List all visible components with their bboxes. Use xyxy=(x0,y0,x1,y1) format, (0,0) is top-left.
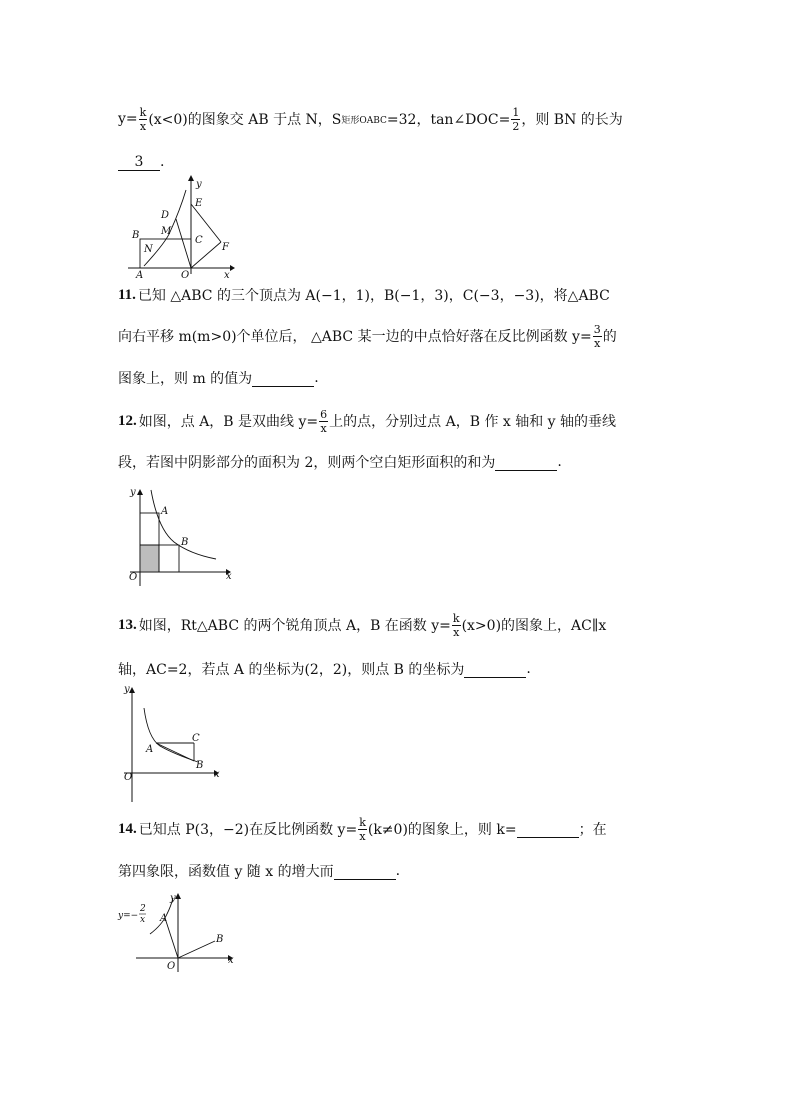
q13-label-B: B xyxy=(196,760,204,771)
q10-label-F: F xyxy=(222,242,229,253)
q12-label-x: x xyxy=(226,571,232,582)
q14-figure xyxy=(118,892,238,977)
question-number-12: 12. xyxy=(118,412,137,429)
fraction-one-half: $\frac{1}{2}$ xyxy=(512,105,520,133)
q13-answer-blank[interactable] xyxy=(464,661,526,678)
fraction-k-over-x: $\frac{k}{x}$ xyxy=(452,611,460,639)
q10-answer: 3 xyxy=(118,154,160,171)
q14-equation-num: 2 xyxy=(140,904,146,914)
q11-answer-blank[interactable] xyxy=(252,370,314,387)
q14-label-O: O xyxy=(167,961,176,972)
q13-label-x: x xyxy=(214,769,220,780)
q14-equation-y: y=− xyxy=(118,911,139,921)
q10-label-N: N xyxy=(144,244,153,255)
q10-label-y: y xyxy=(196,179,202,190)
q10-label-E: E xyxy=(195,198,203,209)
q11-line-2: 向右平移 m(m>0)个单位后， △ABC 某一边的中点恰好落在反比例函数 y= $\frac{3}{x}$ 的 xyxy=(118,322,617,350)
q12-label-B: B xyxy=(181,537,189,548)
q10-figure xyxy=(118,172,248,281)
question-number-11: 11. xyxy=(118,286,136,303)
question-number-14: 14. xyxy=(118,820,137,837)
q10-line-1: y= $\frac{k}{x}$ (x<0)的图象交 AB 于点 N，S 矩形OABC =32，tan∠DOC= $\frac{1}{2}$ ，则 BN 的长为 xyxy=(118,105,623,133)
q10-label-x: x xyxy=(224,270,230,281)
q10-label-A: A xyxy=(136,270,144,281)
q14-line-1: 14. 已知点 P(3，−2)在反比例函数 y= $\frac{k}{x}$ (k≠0)的图象上，则 k= ；在 xyxy=(118,815,607,843)
q12-line-2: 段，若图中阴影部分的面积为 2，则两个空白矩形面积的和为 . xyxy=(118,454,562,471)
q13-label-A: A xyxy=(146,744,154,755)
q11-line-1: 11. 已知 △ABC 的三个顶点为 A(−1，1)，B(−1，3)，C(−3，−3)，将△ABC xyxy=(118,286,610,304)
q14-label-y: y xyxy=(170,893,176,904)
q12-answer-blank[interactable] xyxy=(495,454,557,471)
fraction-6-over-x: $\frac{6}{x}$ xyxy=(320,407,328,435)
q13-line-1: 13. 如图，Rt△ABC 的两个锐角顶点 A，B 在函数 y= $\frac{k}{x}$ (x>0)的图象上，AC∥x xyxy=(118,611,607,639)
q13-figure xyxy=(118,680,228,805)
q14-equation-den: x xyxy=(140,915,146,925)
q14-label-B: B xyxy=(216,934,224,945)
q11-line-3: 图象上，则 m 的值为 . xyxy=(118,370,319,387)
q12-label-y: y xyxy=(130,487,136,498)
q13-label-C: C xyxy=(192,733,200,744)
q14-label-A: A xyxy=(160,913,168,924)
q12-label-A: A xyxy=(161,506,169,517)
q14-line-2: 第四象限，函数值 y 随 x 的增大而 . xyxy=(118,863,401,880)
fraction-k-over-x: $\frac{k}{x}$ xyxy=(139,105,147,133)
question-number-13: 13. xyxy=(118,616,137,633)
q10-label-D: D xyxy=(161,210,170,221)
q10-label-O: O xyxy=(181,270,190,281)
q13-label-O: O xyxy=(124,772,133,783)
q12-line-1: 12. 如图，点 A，B 是双曲线 y= $\frac{6}{x}$ 上的点，分别过点 A，B 作 x 轴和 y 轴的垂线 xyxy=(118,407,617,435)
q13-label-y: y xyxy=(124,684,130,695)
q13-line-2: 轴，AC=2，若点 A 的坐标为(2，2)，则点 B 的坐标为 . xyxy=(118,661,531,678)
q10-answer-line: 3 . xyxy=(118,147,164,177)
q12-figure xyxy=(118,484,238,589)
q14-answer-blank-trend[interactable] xyxy=(334,863,396,880)
q12-label-O: O xyxy=(129,572,138,583)
q14-label-x: x xyxy=(228,955,234,966)
q14-answer-blank-k[interactable] xyxy=(517,821,579,838)
q10-label-C: C xyxy=(195,235,203,246)
fraction-3-over-x: $\frac{3}{x}$ xyxy=(593,322,601,350)
q10-label-B: B xyxy=(132,230,140,241)
q10-label-M: M xyxy=(161,226,172,237)
fraction-k-over-x: $\frac{k}{x}$ xyxy=(359,815,366,843)
